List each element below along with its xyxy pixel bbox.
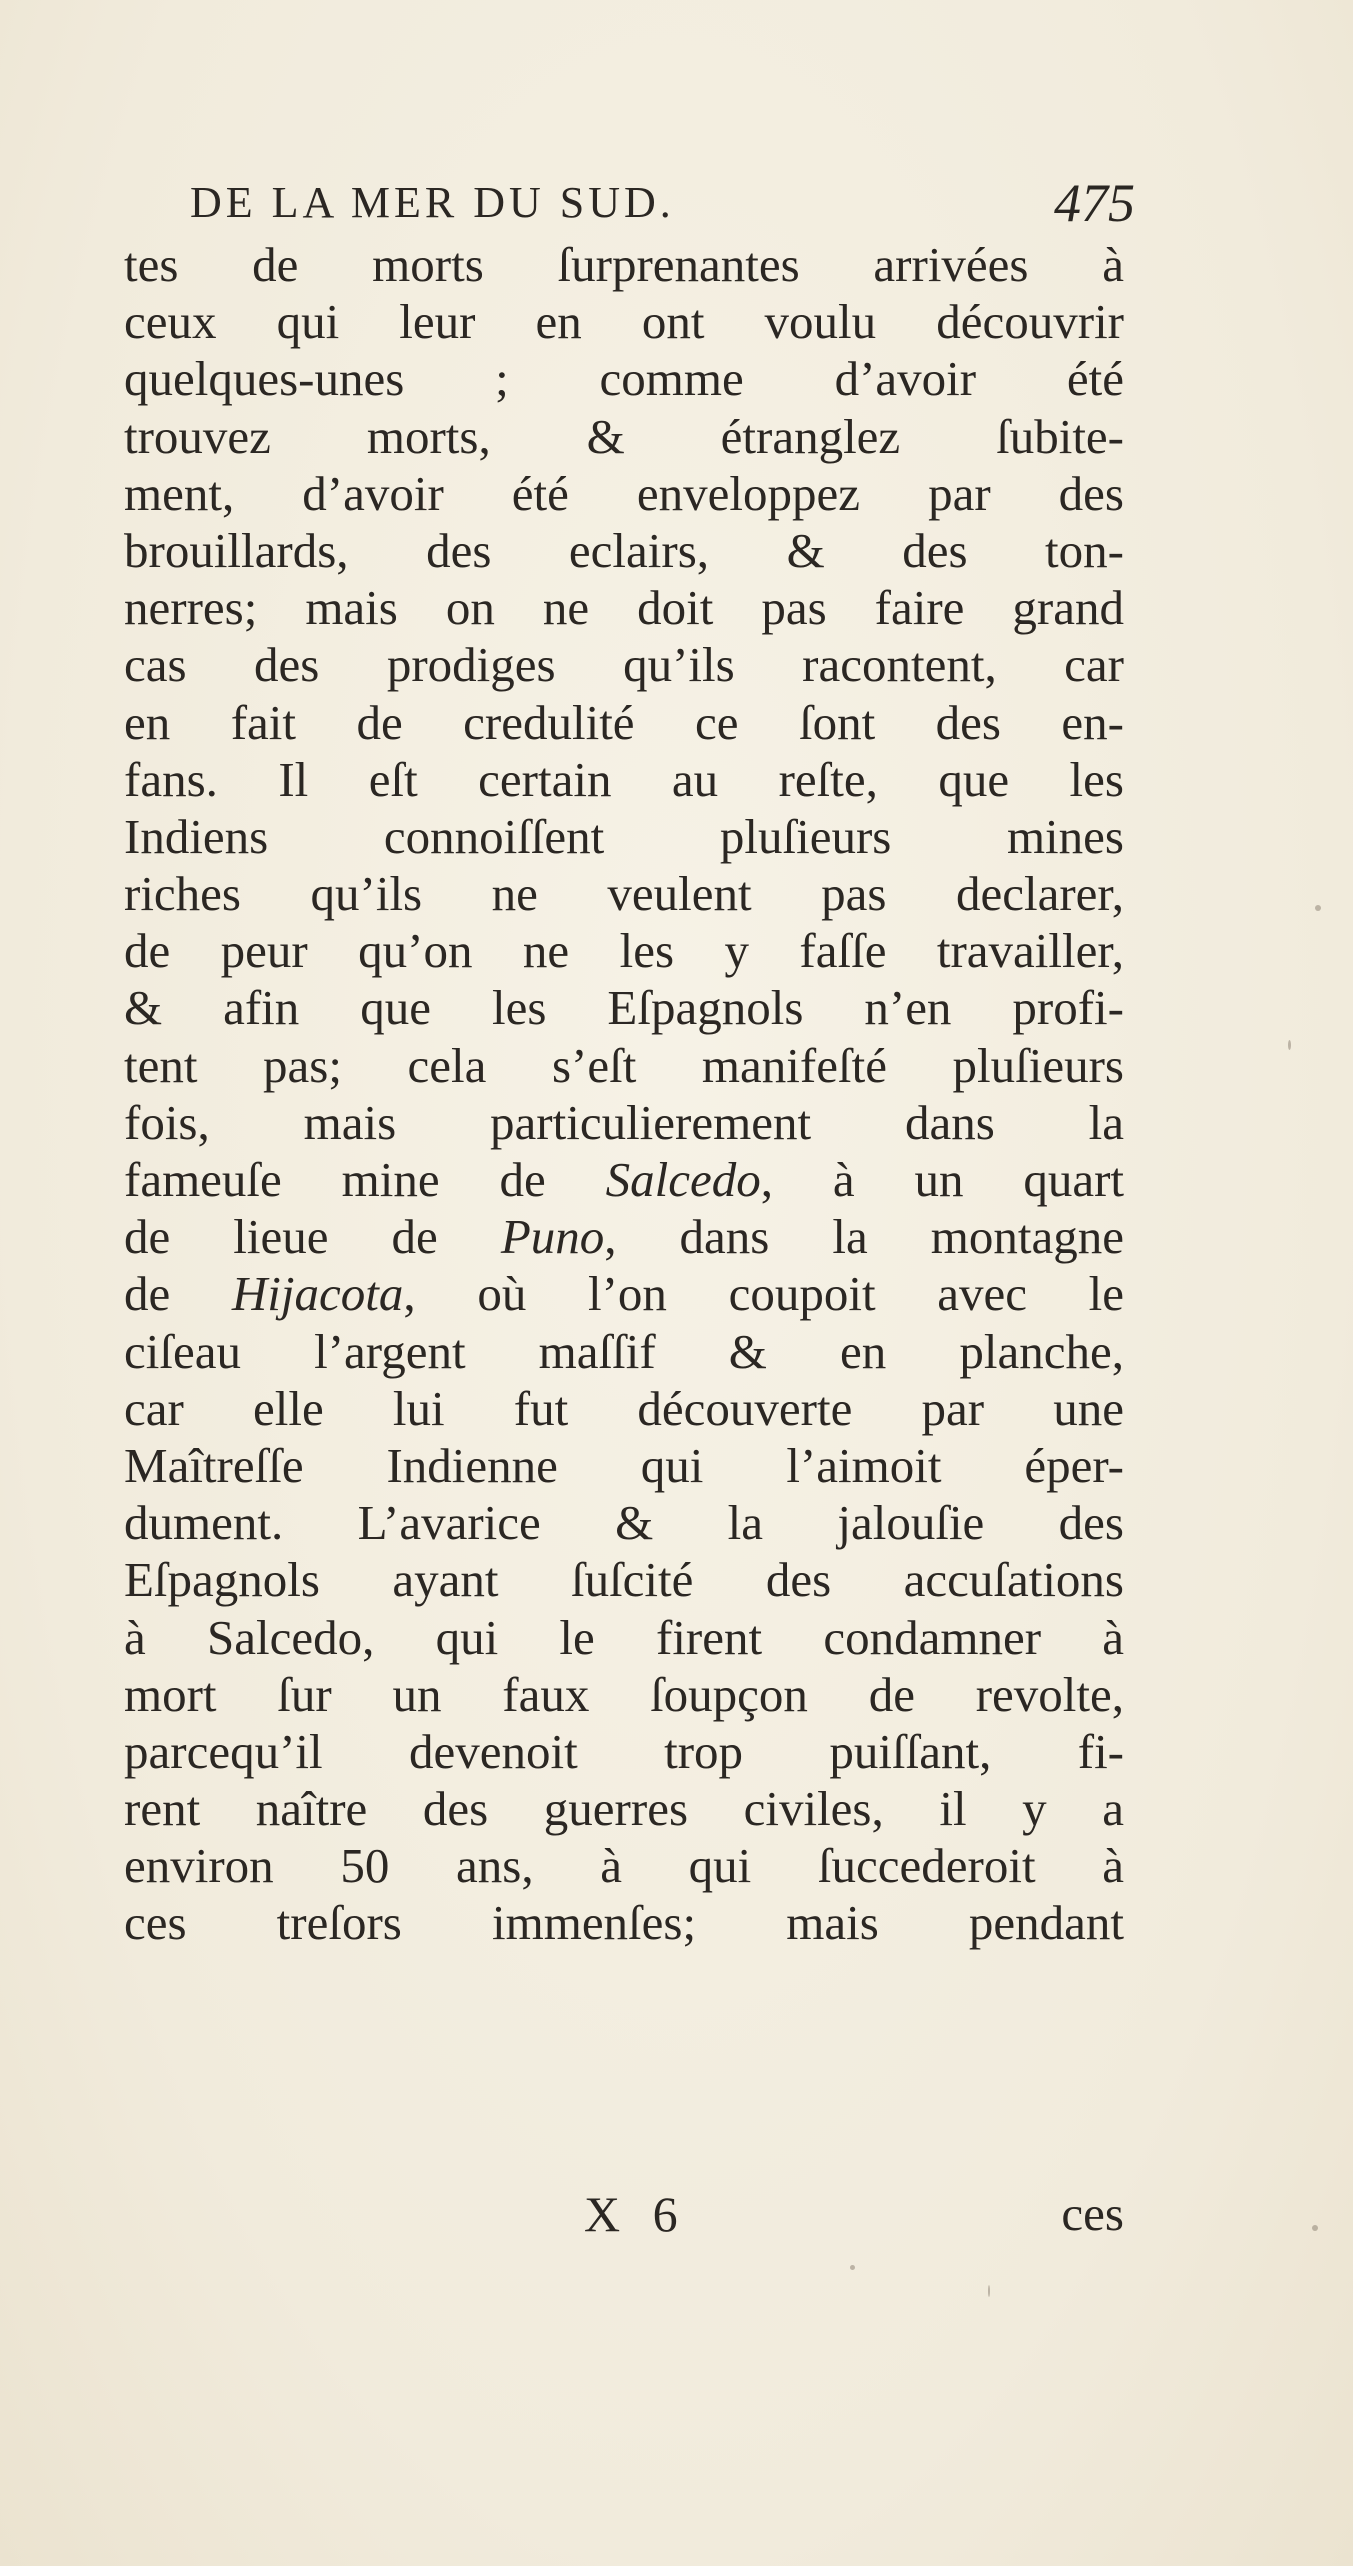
text-line-segment: fans. Il eſt certain au reſte, que les [124,751,1124,807]
text-line-segment: , dans la montagne [604,1209,1124,1265]
text-line-segment: tes de morts ſurprenantes arrivées à [124,237,1124,292]
text-line [124,1780,1124,1837]
text-line-segment: à Salcedo, qui le firent condamner à [124,1609,1124,1665]
text-line [124,922,1124,979]
text-line-segment: nerres; mais on ne doit pas faire grand [124,580,1124,636]
text-line [124,465,1124,522]
text-line [124,522,1124,579]
text-line [124,1037,1124,1094]
text-line-segment: trouvez morts, & étranglez ſubite- [124,408,1124,464]
text-line [124,1894,1124,1951]
text-line [124,636,1124,693]
text-line-segment: riches qu’ils ne veulent pas declarer, [124,866,1124,922]
text-line [124,808,1124,865]
text-line-segment: dument. L’avarice & la jalouſie des [124,1495,1124,1551]
text-line [124,1323,1124,1380]
text-line-segment: de [124,1266,232,1322]
text-line [124,236,1124,293]
paper-speck [988,2285,990,2297]
text-line-segment: tent pas; cela s’eſt manifeſté pluſieurs [124,1037,1124,1093]
signature-mark: X 6 [584,2186,688,2242]
text-line-segment: environ 50 ans, à qui ſuccederoit à [124,1838,1124,1894]
text-line [124,1380,1124,1437]
text-line [124,751,1124,808]
text-line [124,694,1124,751]
text-line [124,1609,1124,1666]
text-line-segment: Eſpagnols ayant ſuſcité des accuſations [124,1552,1124,1608]
page-number: 475 [1054,173,1135,233]
text-line-segment: cas des prodiges qu’ils racontent, car [124,637,1124,693]
running-head: DE LA MER DU SUD. [190,178,675,227]
text-line [124,1837,1124,1894]
text-line-segment: ciſeau l’argent maſſif & en planche, [124,1323,1124,1379]
text-line [124,1265,1124,1322]
text-line-segment: , à un quart [760,1152,1124,1207]
text-line [124,579,1124,636]
text-line [124,1494,1124,1551]
text-line [124,1094,1124,1151]
text-line-segment: parcequ’il devenoit trop puiſſant, fi- [124,1723,1124,1779]
text-line-segment: de peur qu’on ne les y faſſe travailler, [124,923,1124,979]
text-line-segment: quelques-unes ; comme d’avoir été [124,351,1124,407]
text-line-segment: fameuſe mine de [124,1152,606,1207]
body-text [124,236,1124,1952]
text-line [124,1437,1124,1494]
paper-speck [850,2265,855,2270]
italic-place-name: Hijacota [231,1266,404,1322]
text-line-segment: rent naître des guerres civiles, il y a [124,1781,1124,1837]
text-line [124,1666,1124,1723]
page-footer [124,2184,1124,2244]
text-line [124,865,1124,922]
text-line [124,1151,1124,1208]
text-line-segment: ceux qui leur en ont voulu découvrir [124,294,1124,350]
paper-speck [1315,905,1321,911]
page-header [190,172,1135,234]
text-line-segment: Maîtreſſe Indienne qui l’aimoit éper- [124,1437,1124,1493]
text-line [124,408,1124,465]
text-line-segment: , où l’on coupoit avec le [403,1266,1124,1322]
text-line-segment: ment, d’avoir été enveloppez par des [124,465,1124,521]
text-line [124,1551,1124,1608]
text-line [124,979,1124,1036]
text-line-segment: en fait de credulité ce ſont des en- [124,694,1124,750]
text-line-segment: car elle lui fut découverte par une [124,1380,1124,1436]
text-line-segment: Indiens connoiſſent pluſieurs mines [124,808,1124,864]
italic-place-name: Salcedo [605,1152,761,1207]
text-line [124,1723,1124,1780]
text-line-segment: & afin que les Eſpagnols n’en profi- [124,980,1124,1036]
text-line-segment: de lieue de [124,1209,501,1265]
text-line-segment: fois, mais particulierement dans la [124,1094,1124,1150]
text-line-segment: brouillards, des eclairs, & des ton- [124,522,1124,578]
paper-speck [1288,1040,1291,1050]
text-line-segment: mort ſur un faux ſoupçon de revolte, [124,1666,1124,1722]
catchword: ces [1061,2186,1124,2241]
text-line-segment: ces treſors immenſes; mais pendant [124,1895,1124,1951]
text-line [124,1208,1124,1265]
text-line [124,293,1124,350]
italic-place-name: Puno [500,1209,605,1265]
text-line [124,350,1124,407]
paper-speck [1312,2225,1318,2231]
